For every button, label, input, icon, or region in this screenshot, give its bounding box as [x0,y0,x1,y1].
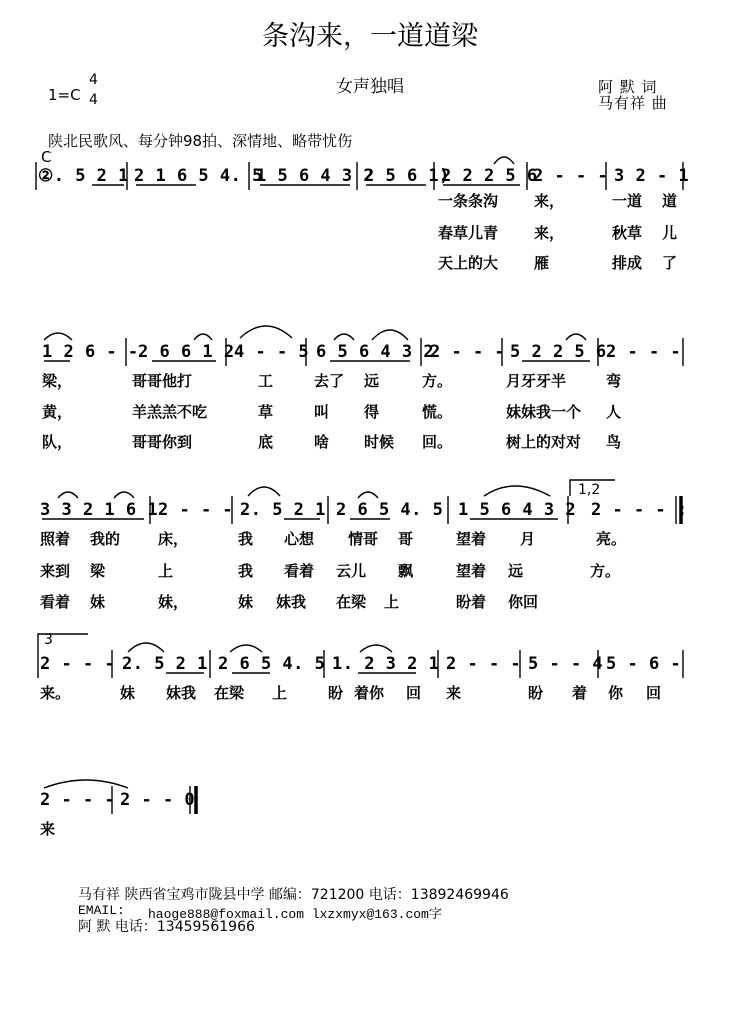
slur [44,333,72,340]
footer-email-value: haoge888@foxmail.com lxzxmyx@163.com字 [148,907,442,922]
lyric: 妹 [238,593,254,611]
slur [128,643,164,652]
slur [484,486,550,496]
lyric: 照着 [40,530,71,548]
lyric: 时候 [364,433,395,451]
lyric: 盼 [328,684,344,702]
measure-2-5: 2 - - - [430,342,506,362]
slur [230,645,262,652]
lyric: 得 [364,403,380,421]
measure-4-1: 2 - - - [40,654,116,674]
measure-2-3: 4 - - 5 [234,342,310,362]
measure-3-5: 1 5 6 4 3 2 [458,500,577,520]
measure-1-5: 2 2 2 5 6 [441,166,538,186]
volta-bracket [38,634,88,650]
lyric: 亮。 [596,530,627,548]
lyric: 方。 [422,372,453,390]
footer-line-composer: 马有祥 陕西省宝鸡市陇县中学 邮编：721200 电话：13892469946 [78,887,509,903]
lyric: 回。 [422,433,453,451]
lyric: 底 [258,433,274,451]
lyric: 妹妹我一个 [506,403,582,421]
composer-credit: 马有祥 曲 [598,94,668,112]
lyric: 回 [406,684,422,702]
lyric: 草 [258,403,274,421]
footer-line-lyricist: 阿 默 电话：13459561966 [78,919,255,935]
measure-4-3: 2 6 5 4. 5 [218,654,326,674]
lyric: 啥 [314,433,330,451]
lyric: 上 [158,562,174,580]
measure-2-4: 6 5 6 4 3 2 [316,342,435,362]
lyric: 在梁 [336,593,367,611]
time-denominator: 4 [89,92,98,108]
lyric: 叫 [314,403,330,421]
measure-4-5: 2 - - - [446,654,522,674]
lyric: 在梁 [214,684,245,702]
lyric: 月 [520,530,536,548]
lyric: 远 [508,562,524,580]
slur [358,492,378,498]
lyric: 来到 [40,562,71,580]
lyric: 秋草 [612,224,643,242]
lyric: 春草儿青 [438,224,499,242]
measure-1-3: 1 5 6 4 3 2 [256,166,375,186]
lyric: 队， [42,433,73,451]
lyric: 看着 [284,562,315,580]
song-subtitle: 女声独唱 [336,77,404,97]
lyric: 你回 [508,593,539,611]
lyric: 我 [238,562,254,580]
tempo-marking: 陕北民歌风、每分钟98拍、深情地、略带忧伤 [48,132,353,150]
lyric: 妹我 [276,593,307,611]
slur [248,487,280,496]
slur [494,157,514,164]
lyric: 哥 [398,530,414,548]
lyric: 人 [606,403,622,421]
volta-1-2: 1,2 [578,482,601,498]
lyric: 雁 [534,254,550,272]
lyric: 妹 [90,593,106,611]
lyric: 了 [662,254,678,272]
lyric: 鸟 [606,433,622,451]
measure-1-1: ②. 5 2 1 [38,166,129,186]
lyric: 上 [272,684,288,702]
slur [360,645,392,652]
lyric: 道 [662,192,678,210]
song-title: 条沟来，一道道梁 [262,21,478,52]
lyric: 天上的大 [438,254,499,272]
measure-4-6: 5 - - 4 [528,654,604,674]
lyric: 黄， [42,403,73,421]
measure-4-2: 2. 5 2 1 [122,654,208,674]
lyric: 来， [534,192,565,210]
lyric: 一道 [612,192,643,210]
measure-3-4: 2 6 5 4. 5 [336,500,444,520]
lyric: 工 [258,372,274,390]
measure-3-1: 3 3 2 1 6 1 [40,500,159,520]
key-signature: 1=C [48,86,81,104]
lyric: 来 [446,684,462,702]
measure-2-6: 5 2 2 5 6 [510,342,607,362]
lyric: 排成 [612,254,643,272]
lyric: 望着 [456,530,487,548]
lyric: 云儿 [336,562,367,580]
measure-5-2: 2 - - 0 [120,790,196,810]
lyric: 妹 [120,684,136,702]
volta-3: 3 [44,632,53,648]
measure-1-2: 2 1 6 5 4. 5 [134,166,263,186]
lyric: 看着 [40,593,71,611]
lyric: 情哥 [348,530,379,548]
lyric: 方。 [590,562,621,580]
lyric: 远 [364,372,380,390]
measure-2-1: 1 2 6 - - [42,342,139,362]
lyric: 飘 [398,562,414,580]
footer-email-label: EMAIL: [78,903,125,918]
time-numerator: 4 [89,72,98,88]
lyric: 你 [608,684,624,702]
clef-mark: C [41,148,52,166]
lyric: 哥哥你到 [132,433,193,451]
lyric: 盼 [528,684,544,702]
lyric: 床， [158,530,189,548]
lyric: 一条条沟 [438,192,499,210]
measure-1-7: 3 2 - 1 [614,166,690,186]
lyric: 妹我 [166,684,197,702]
lyric: 上 [384,593,400,611]
measure-1-6: 2 - - - [533,166,609,186]
lyric: 我 [238,530,254,548]
volta-bracket [570,480,615,496]
lyric: 慌。 [422,403,453,421]
lyric: 妹， [158,593,189,611]
slur [58,492,78,498]
tie [44,780,128,788]
lyric: 树上的对对 [506,433,582,451]
lyric: 来 [40,820,56,838]
slur [372,330,408,340]
measure-2-7: 2 - - - [606,342,682,362]
lyric: 着 [572,684,588,702]
measure-4-7: 5 - 6 - [606,654,682,674]
slur [114,492,134,498]
lyricist-credit: 阿 默 词 [598,78,658,96]
lyric: 着你 [354,684,385,702]
measure-3-6: 2 - - - : [591,500,688,520]
lyric: 儿 [662,224,678,242]
measure-2-2: 2 6 6 1 2 [138,342,235,362]
lyric: 来。 [40,684,71,702]
lyric: 我的 [90,530,121,548]
lyric: 心想 [284,530,315,548]
lyric: 去了 [314,372,345,390]
lyric: 盼着 [456,593,487,611]
lyric: 哥哥他打 [132,372,193,390]
measure-3-2: 2 - - - [158,500,234,520]
slur [240,326,292,338]
lyric: 弯 [606,372,622,390]
lyric: 回 [646,684,662,702]
lyric: 望着 [456,562,487,580]
slur [566,334,586,340]
lyric: 羊羔羔不吃 [132,403,208,421]
slur [194,334,212,340]
measure-5-1: 2 - - - [40,790,116,810]
measure-3-3: 2. 5 2 1 [240,500,326,520]
slur [334,334,354,340]
lyric: 来， [534,224,565,242]
lyric: 月牙牙半 [506,372,567,390]
lyric: 梁， [42,372,73,390]
lyric: 梁 [90,562,106,580]
measure-1-4: 2 5 6 1) [364,166,450,186]
measure-4-4: 1. 2 3 2 1 [332,654,440,674]
